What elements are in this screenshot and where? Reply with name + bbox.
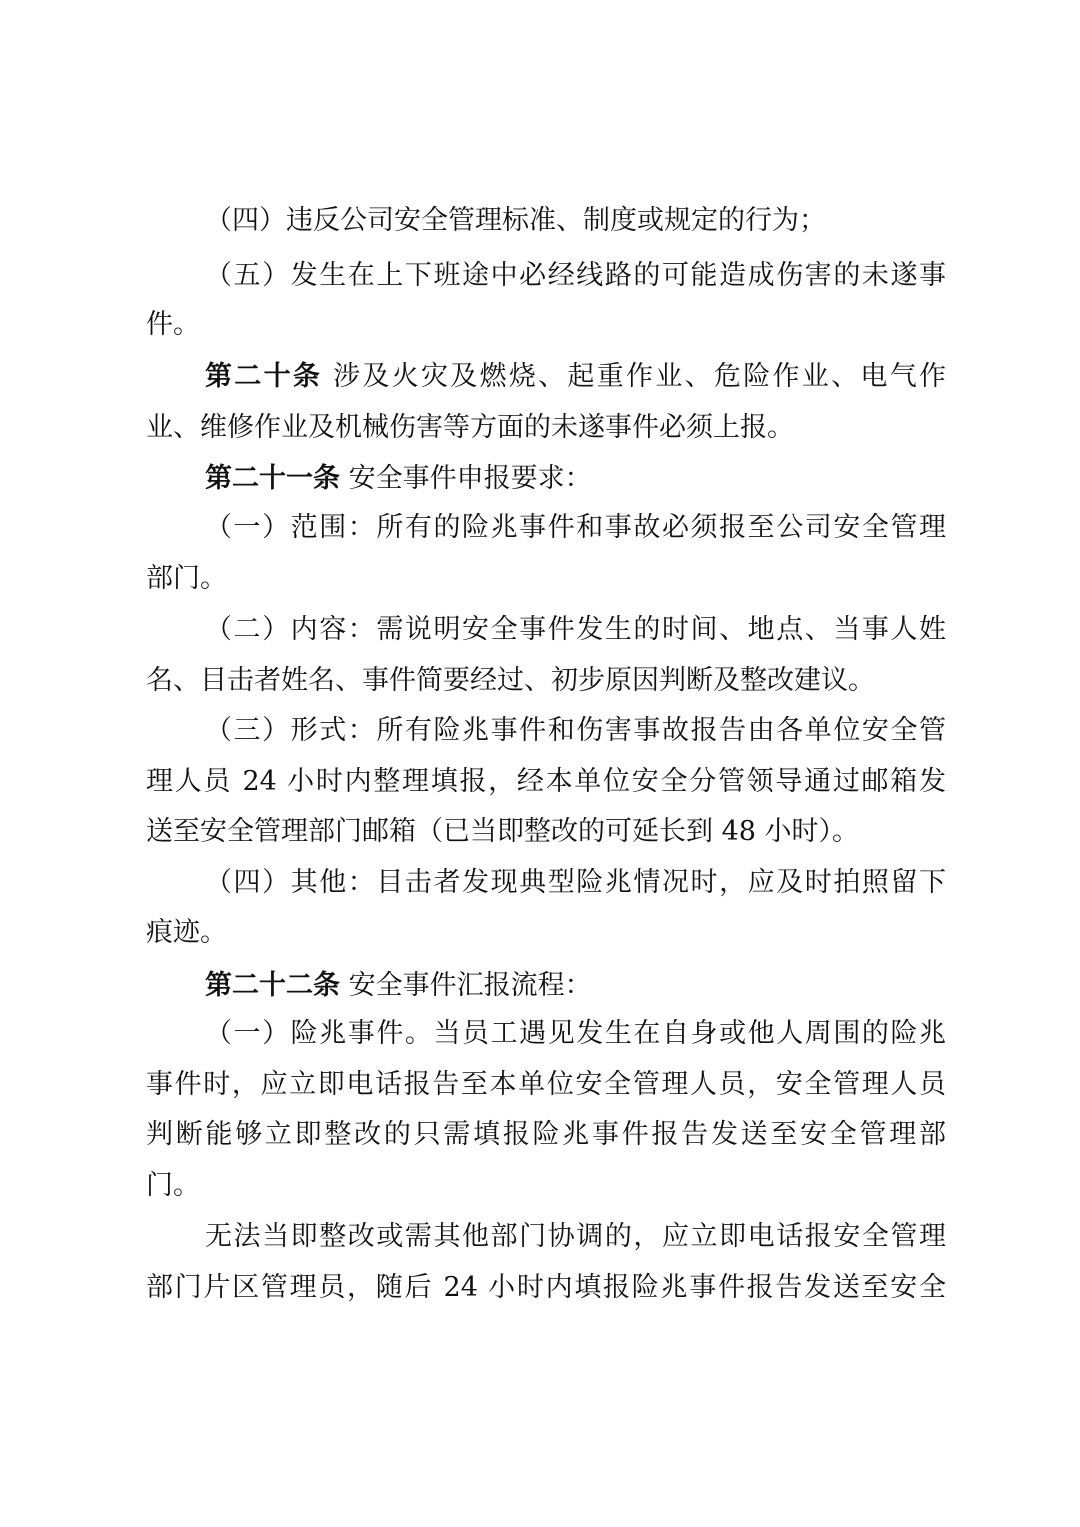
article-22-coordination-line-2: 部门片区管理员，随后 24 小时内填报险兆事件报告发送至安全: [146, 1272, 946, 1303]
article-21-form-line-1: （三）形式：所有险兆事件和伤害事故报告由各单位安全管: [205, 715, 946, 746]
article-21-other-line-2: 痕迹。: [146, 917, 227, 948]
article-20-line-2: 业、维修作业及机械伤害等方面的未遂事件必须上报。: [146, 412, 794, 443]
article-21-heading-line: 第二十一条 安全事件申报要求：: [205, 463, 592, 494]
article-21-form-line-2: 理人员 24 小时内整理填报，经本单位安全分管领导通过邮箱发: [146, 766, 946, 797]
article-22-near-miss-line-3: 判断能够立即整改的只需填报险兆事件报告发送至安全管理部: [146, 1119, 946, 1150]
article-21-other-line-1: （四）其他：目击者发现典型险兆情况时，应及时拍照留下: [205, 867, 946, 898]
article-22-near-miss-line-1: （一）险兆事件。当员工遇见发生在自身或他人周围的险兆: [205, 1018, 946, 1049]
article-22-near-miss-line-2: 事件时，应立即电话报告至本单位安全管理人员，安全管理人员: [146, 1069, 946, 1100]
clause-5-commute-line-1: （五）发生在上下班途中必经线路的可能造成伤害的未遂事: [205, 260, 946, 291]
article-21-scope-line-1: （一）范围：所有的险兆事件和事故必须报至公司安全管理: [205, 512, 946, 543]
article-21-form-line-3: 送至安全管理部门邮箱（已当即整改的可延长到 48 小时）。: [146, 816, 860, 847]
article-21-content-line-1: （二）内容：需说明安全事件发生的时间、地点、当事人姓: [205, 614, 946, 645]
clause-5-commute-line-2: 件。: [146, 309, 200, 340]
article-22-heading-line: 第二十二条 安全事件汇报流程：: [205, 970, 592, 1001]
article-21-scope-line-2: 部门。: [146, 563, 227, 594]
article-20-heading: 第二十条: [205, 361, 323, 392]
article-22-near-miss-line-4: 门。: [146, 1170, 200, 1201]
article-21-content-line-2: 名、目击者姓名、事件简要经过、初步原因判断及整改建议。: [146, 665, 875, 696]
article-20-line-1: 第二十条 涉及火灾及燃烧、起重作业、危险作业、电气作: [205, 361, 946, 392]
article-22-heading: 第二十二条: [205, 970, 340, 1001]
article-21-heading: 第二十一条: [205, 463, 340, 494]
article-22-coordination-line-1: 无法当即整改或需其他部门协调的，应立即电话报安全管理: [205, 1221, 946, 1252]
clause-4-violation: （四）违反公司安全管理标准、制度或规定的行为；: [205, 205, 826, 236]
